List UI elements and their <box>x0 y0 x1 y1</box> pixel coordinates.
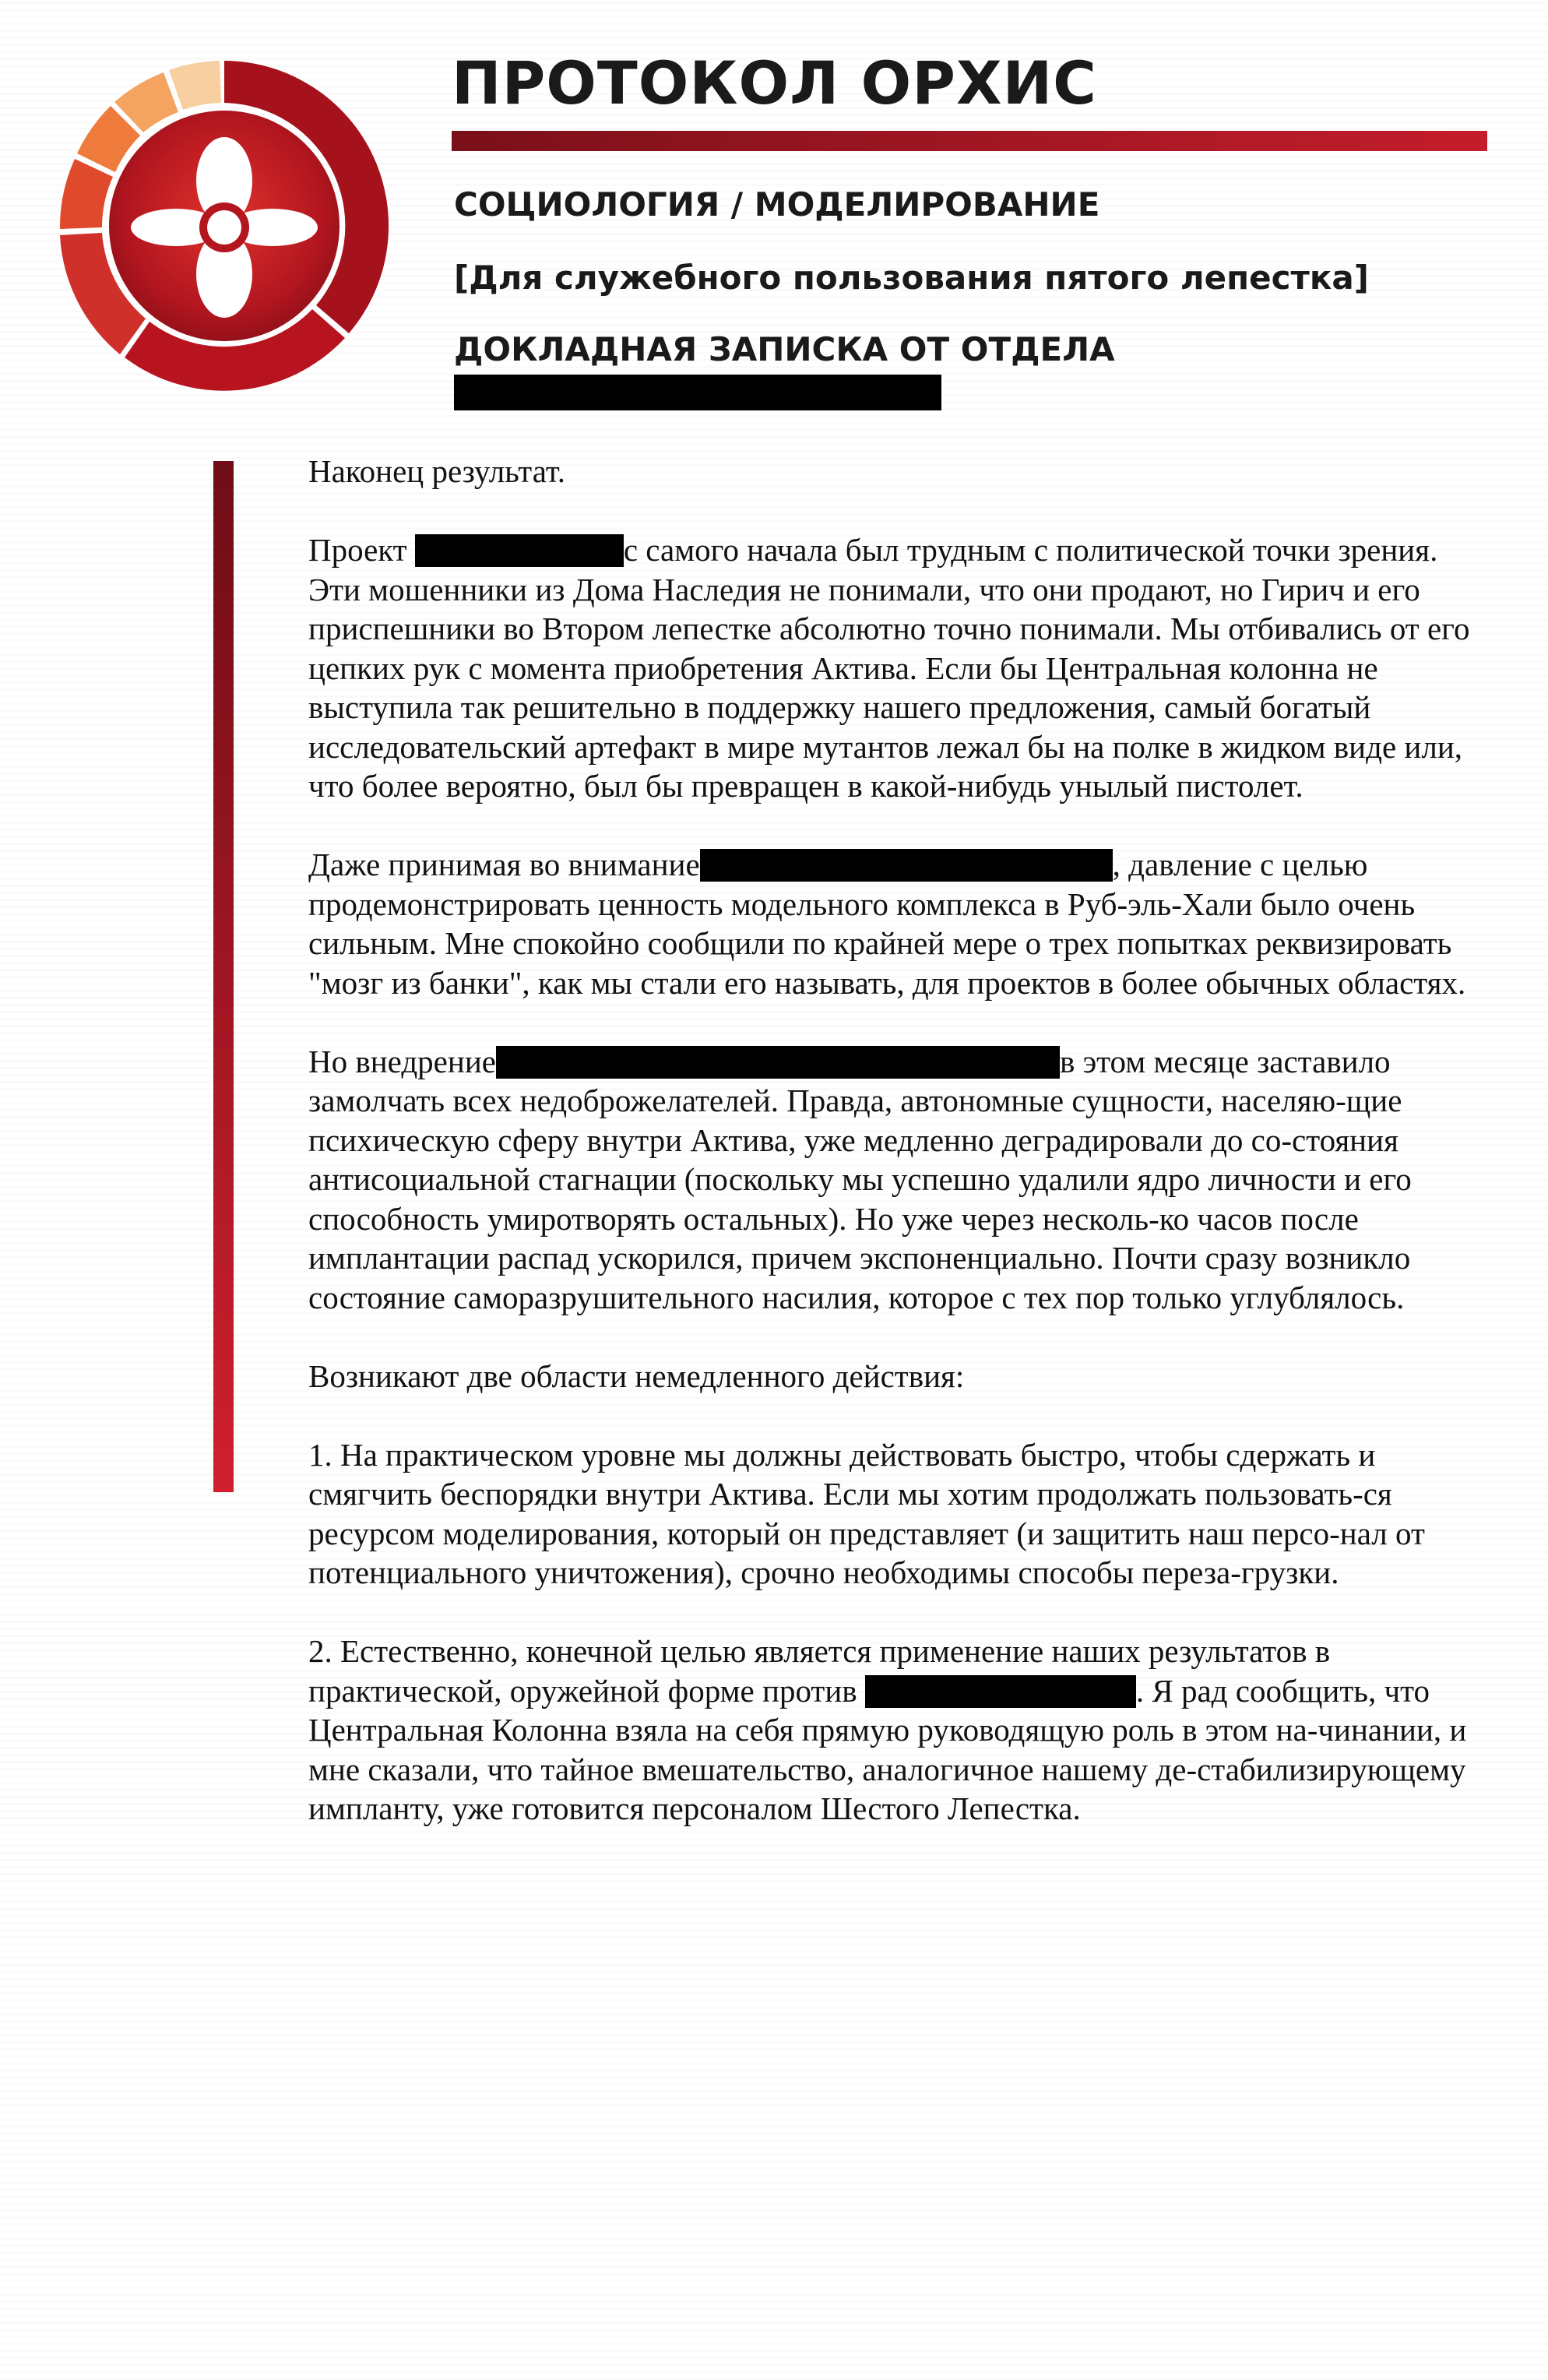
ring-segment <box>60 159 113 229</box>
orchis-logo <box>53 55 396 397</box>
page-title: ПРОТОКОЛ ОРХИС <box>452 48 1097 118</box>
ring-segment <box>169 61 221 110</box>
paragraph: 1. На практическом уровне мы должны действовать быстро, чтобы сдержать и смягчить беспорядки внутри Актива. Если мы хотим продолжать пользовать-ся ресурсом моделирования, который он представляет (и защитить наш персо-нал от потенциального уничтожения), срочно необходимы способы переза-грузки. <box>308 1436 1425 1590</box>
side-accent-bar <box>213 461 234 1492</box>
paragraph: Проект с самого начала был трудным с политической точки зрения. Эти мошенники из Дома Наследия не понимали, что они продают, но Гирич и его приспешники во Втором лепестке абсолютно точно понимали. Мы отбивались от его цепких рук с момента приобретения Актива. Если бы Центральная колонна не выступила так решительно в поддержку нашего предложения, самый богатый исследовательский артефакт в мире мутантов лежал бы на полке в жидком виде или, что более вероятно, был бы превращен в какой-нибудь унылый пистолет. <box>308 532 1470 804</box>
redaction-bar <box>454 375 941 410</box>
title-underline <box>452 131 1487 151</box>
redaction-bar <box>700 849 1113 882</box>
paragraph: 2. Естественно, конечной целью является применение наших результатов в практической, оружейной форме против . Я рад сообщить, что Центральная Колонна взяла на себя прямую руководящую роль в этом на-чинании, и мне сказали, что тайное вмешательство, аналогичное нашему де-стабилизирующему импланту, уже готовится персоналом Шестого Лепестка. <box>308 1633 1467 1826</box>
classification-label: [Для служебного пользования пятого лепестка] <box>454 259 1369 297</box>
redaction-bar <box>415 534 624 567</box>
redaction-bar <box>865 1675 1136 1708</box>
section-subtitle: СОЦИОЛОГИЯ / МОДЕЛИРОВАНИЕ <box>454 185 1100 224</box>
paragraph: Наконец результат. <box>308 453 565 489</box>
paragraph: Возникают две области немедленного действия: <box>308 1357 965 1394</box>
memo-from-label: ДОКЛАДНАЯ ЗАПИСКА ОТ ОТДЕЛА <box>454 330 1115 368</box>
redaction-bar <box>496 1046 1060 1079</box>
paragraph: Даже принимая во внимание , давление с целью продемонстрировать ценность модельного комплекса в Руб-эль-Хали было очень сильным. Мне спокойно сообщили по крайней мере о трех попытках реквизировать "мозг из банки", как мы стали его называть, для проектов в более обычных областях. <box>308 847 1466 1001</box>
paragraph: Но внедрение в этом месяце заставило замолчать всех недоброжелателей. Правда, автономные сущности, населяю-щие психическую сферу внутри Актива, уже медленно деградировали до со-стояния антисоциальной стагнации (поскольку мы успешно удалили ядро личности и его способность умиротворять остальных). Но уже через несколь-ко часов после имплантации распад ускорился, причем экспоненциально. Почти сразу возникло состояние саморазрушительного насилия, которое с тех пор только углублялось. <box>308 1043 1412 1315</box>
memo-body <box>308 452 1484 1868</box>
